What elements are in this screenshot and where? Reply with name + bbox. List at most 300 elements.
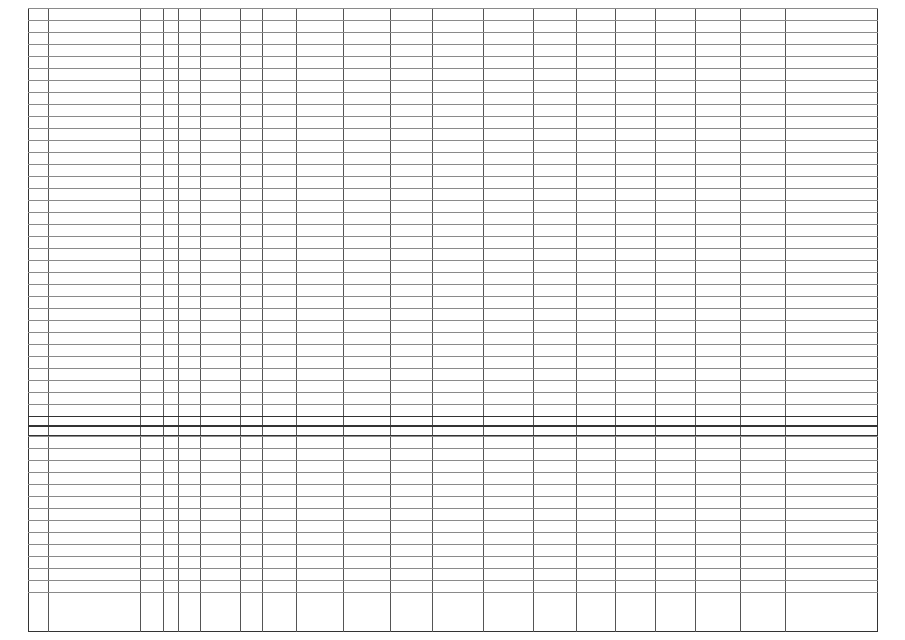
table-cell bbox=[179, 92, 198, 104]
table-cell bbox=[141, 448, 161, 460]
table-cell bbox=[164, 164, 176, 176]
table-cell bbox=[297, 8, 341, 20]
table-cell bbox=[141, 188, 161, 200]
table-cell bbox=[241, 248, 260, 260]
table-cell bbox=[164, 380, 176, 392]
table-cell bbox=[484, 68, 531, 80]
table-cell bbox=[263, 556, 294, 568]
table-cell bbox=[29, 380, 46, 392]
table-cell bbox=[484, 260, 531, 272]
table-cell bbox=[49, 448, 138, 460]
table-cell bbox=[577, 460, 613, 472]
table-cell bbox=[297, 80, 341, 92]
table-cell bbox=[696, 188, 738, 200]
table-cell bbox=[433, 140, 481, 152]
table-cell bbox=[179, 56, 198, 68]
table-cell bbox=[534, 80, 574, 92]
table-cell bbox=[616, 164, 653, 176]
table-cell bbox=[534, 484, 574, 496]
table-cell bbox=[241, 128, 260, 140]
table-cell bbox=[741, 152, 783, 164]
table-cell bbox=[263, 8, 294, 20]
table-cell bbox=[696, 44, 738, 56]
table-cell bbox=[656, 188, 693, 200]
table-cell bbox=[786, 200, 876, 212]
table-cell bbox=[484, 188, 531, 200]
table-cell bbox=[741, 520, 783, 532]
table-cell bbox=[484, 284, 531, 296]
table-cell bbox=[433, 472, 481, 484]
table-cell bbox=[786, 152, 876, 164]
table-cell bbox=[741, 568, 783, 580]
table-cell bbox=[656, 556, 693, 568]
table-cell bbox=[141, 164, 161, 176]
table-cell bbox=[263, 80, 294, 92]
table-cell bbox=[433, 368, 481, 380]
table-cell bbox=[29, 140, 46, 152]
table-cell bbox=[741, 140, 783, 152]
table-cell bbox=[433, 580, 481, 592]
table-cell bbox=[616, 80, 653, 92]
table-cell bbox=[786, 520, 876, 532]
table-cell bbox=[164, 284, 176, 296]
table-cell bbox=[484, 44, 531, 56]
table-cell bbox=[297, 532, 341, 544]
table-cell bbox=[49, 556, 138, 568]
table-cell bbox=[201, 520, 238, 532]
table-cell bbox=[577, 200, 613, 212]
table-cell bbox=[741, 496, 783, 508]
table-cell bbox=[484, 460, 531, 472]
table-cell bbox=[344, 20, 388, 32]
table-cell bbox=[616, 380, 653, 392]
table-cell bbox=[696, 212, 738, 224]
table-cell bbox=[433, 556, 481, 568]
table-cell bbox=[29, 448, 46, 460]
table-cell bbox=[656, 248, 693, 260]
table-cell bbox=[49, 224, 138, 236]
table-cell bbox=[179, 68, 198, 80]
table-cell bbox=[297, 448, 341, 460]
table-cell bbox=[241, 56, 260, 68]
table-cell bbox=[616, 116, 653, 128]
table-cell bbox=[433, 8, 481, 20]
table-cell bbox=[696, 344, 738, 356]
table-cell bbox=[344, 56, 388, 68]
table-cell bbox=[696, 580, 738, 592]
table-cell bbox=[534, 104, 574, 116]
table-cell bbox=[263, 200, 294, 212]
table-cell bbox=[696, 556, 738, 568]
table-cell bbox=[741, 260, 783, 272]
table-cell bbox=[201, 296, 238, 308]
table-cell bbox=[741, 164, 783, 176]
table-cell bbox=[344, 284, 388, 296]
table-cell bbox=[297, 592, 341, 604]
table-cell bbox=[696, 448, 738, 460]
table-cell bbox=[696, 404, 738, 416]
table-cell bbox=[164, 188, 176, 200]
table-cell bbox=[696, 460, 738, 472]
table-cell bbox=[164, 80, 176, 92]
table-cell bbox=[433, 272, 481, 284]
table-cell bbox=[484, 272, 531, 284]
table-cell bbox=[534, 544, 574, 556]
table-cell bbox=[49, 344, 138, 356]
table-cell bbox=[29, 520, 46, 532]
table-cell bbox=[141, 344, 161, 356]
table-cell bbox=[49, 104, 138, 116]
table-cell bbox=[656, 32, 693, 44]
table-cell bbox=[741, 248, 783, 260]
table-cell bbox=[786, 8, 876, 20]
table-cell bbox=[179, 188, 198, 200]
table-cell bbox=[656, 448, 693, 460]
table-cell bbox=[201, 532, 238, 544]
table-cell bbox=[786, 532, 876, 544]
table-cell bbox=[141, 580, 161, 592]
table-cell bbox=[201, 248, 238, 260]
table-cell bbox=[201, 92, 238, 104]
table-cell bbox=[49, 592, 138, 604]
table-cell bbox=[391, 448, 430, 460]
table-cell bbox=[49, 520, 138, 532]
table-cell bbox=[179, 104, 198, 116]
table-cell bbox=[141, 248, 161, 260]
table-cell bbox=[297, 44, 341, 56]
table-cell bbox=[484, 448, 531, 460]
table-cell bbox=[49, 44, 138, 56]
table-cell bbox=[484, 472, 531, 484]
table-cell bbox=[534, 332, 574, 344]
table-cell bbox=[344, 212, 388, 224]
table-cell bbox=[179, 260, 198, 272]
table-cell bbox=[696, 104, 738, 116]
table-cell bbox=[29, 580, 46, 592]
table-cell bbox=[297, 568, 341, 580]
table-cell bbox=[433, 248, 481, 260]
summary-row bbox=[28, 416, 878, 426]
table-cell bbox=[534, 140, 574, 152]
table-cell bbox=[297, 32, 341, 44]
table-cell bbox=[741, 68, 783, 80]
table-cell bbox=[344, 332, 388, 344]
table-cell bbox=[616, 236, 653, 248]
table-cell bbox=[534, 308, 574, 320]
table-cell bbox=[241, 436, 260, 448]
table-cell bbox=[391, 236, 430, 248]
table-cell bbox=[141, 104, 161, 116]
table-cell bbox=[179, 496, 198, 508]
table-cell bbox=[616, 92, 653, 104]
table-cell bbox=[433, 128, 481, 140]
table-cell bbox=[179, 460, 198, 472]
table-cell bbox=[433, 532, 481, 544]
table-cell bbox=[201, 140, 238, 152]
table-cell bbox=[534, 236, 574, 248]
table-cell bbox=[786, 460, 876, 472]
table-cell bbox=[433, 320, 481, 332]
table-cell bbox=[616, 368, 653, 380]
table-cell bbox=[577, 248, 613, 260]
table-cell bbox=[696, 496, 738, 508]
table-cell bbox=[263, 580, 294, 592]
table-cell bbox=[29, 188, 46, 200]
table-cell bbox=[29, 44, 46, 56]
table-cell bbox=[577, 448, 613, 460]
table-cell bbox=[49, 56, 138, 68]
table-cell bbox=[164, 248, 176, 260]
table-cell bbox=[741, 20, 783, 32]
table-cell bbox=[344, 508, 388, 520]
table-cell bbox=[263, 436, 294, 448]
table-cell bbox=[696, 20, 738, 32]
table-cell bbox=[696, 56, 738, 68]
table-cell bbox=[297, 496, 341, 508]
table-cell bbox=[616, 272, 653, 284]
table-cell bbox=[656, 296, 693, 308]
table-cell bbox=[164, 508, 176, 520]
table-cell bbox=[179, 568, 198, 580]
table-cell bbox=[29, 496, 46, 508]
table-cell bbox=[263, 368, 294, 380]
table-cell bbox=[141, 532, 161, 544]
table-cell bbox=[391, 224, 430, 236]
table-cell bbox=[141, 556, 161, 568]
table-cell bbox=[786, 568, 876, 580]
table-cell bbox=[241, 116, 260, 128]
table-cell bbox=[179, 404, 198, 416]
table-cell bbox=[241, 380, 260, 392]
table-cell bbox=[241, 296, 260, 308]
table-cell bbox=[741, 332, 783, 344]
table-cell bbox=[164, 128, 176, 140]
table-cell bbox=[786, 556, 876, 568]
table-cell bbox=[577, 20, 613, 32]
table-cell bbox=[164, 472, 176, 484]
table-cell bbox=[656, 164, 693, 176]
table-cell bbox=[179, 32, 198, 44]
table-cell bbox=[391, 580, 430, 592]
table-cell bbox=[696, 520, 738, 532]
table-cell bbox=[297, 224, 341, 236]
table-cell bbox=[263, 248, 294, 260]
table-cell bbox=[29, 212, 46, 224]
table-cell bbox=[141, 68, 161, 80]
table-cell bbox=[577, 592, 613, 604]
table-cell bbox=[433, 212, 481, 224]
table-cell bbox=[241, 104, 260, 116]
table-cell bbox=[786, 104, 876, 116]
table-cell bbox=[241, 460, 260, 472]
table-cell bbox=[164, 320, 176, 332]
table-cell bbox=[49, 188, 138, 200]
table-cell bbox=[786, 164, 876, 176]
table-cell bbox=[484, 164, 531, 176]
table-cell bbox=[433, 200, 481, 212]
table-cell bbox=[616, 496, 653, 508]
table-cell bbox=[344, 8, 388, 20]
table-cell bbox=[656, 260, 693, 272]
table-cell bbox=[297, 104, 341, 116]
table-cell bbox=[656, 152, 693, 164]
table-cell bbox=[297, 436, 341, 448]
table-cell bbox=[484, 152, 531, 164]
table-cell bbox=[616, 356, 653, 368]
table-cell bbox=[241, 496, 260, 508]
table-cell bbox=[577, 580, 613, 592]
table-cell bbox=[29, 296, 46, 308]
table-cell bbox=[49, 392, 138, 404]
table-cell bbox=[201, 116, 238, 128]
table-cell bbox=[577, 508, 613, 520]
table-cell bbox=[241, 32, 260, 44]
table-cell bbox=[201, 392, 238, 404]
table-cell bbox=[433, 380, 481, 392]
table-cell bbox=[484, 104, 531, 116]
table-cell bbox=[741, 32, 783, 44]
table-cell bbox=[201, 32, 238, 44]
table-cell bbox=[179, 368, 198, 380]
table-cell bbox=[179, 320, 198, 332]
table-cell bbox=[577, 272, 613, 284]
table-cell bbox=[696, 332, 738, 344]
table-cell bbox=[656, 344, 693, 356]
table-cell bbox=[344, 272, 388, 284]
table-cell bbox=[656, 20, 693, 32]
table-cell bbox=[241, 152, 260, 164]
table-cell bbox=[179, 80, 198, 92]
table-cell bbox=[141, 296, 161, 308]
table-cell bbox=[577, 56, 613, 68]
table-cell bbox=[263, 296, 294, 308]
table-cell bbox=[263, 568, 294, 580]
table-cell bbox=[263, 344, 294, 356]
table-cell bbox=[164, 532, 176, 544]
table-cell bbox=[484, 344, 531, 356]
table-cell bbox=[29, 164, 46, 176]
table-cell bbox=[49, 116, 138, 128]
table-cell bbox=[656, 592, 693, 604]
table-cell bbox=[297, 128, 341, 140]
table-cell bbox=[179, 248, 198, 260]
table-cell bbox=[696, 68, 738, 80]
table-cell bbox=[577, 472, 613, 484]
table-cell bbox=[263, 116, 294, 128]
table-cell bbox=[164, 460, 176, 472]
table-cell bbox=[49, 380, 138, 392]
table-cell bbox=[391, 368, 430, 380]
table-cell bbox=[534, 296, 574, 308]
table-cell bbox=[577, 520, 613, 532]
table-cell bbox=[741, 224, 783, 236]
table-cell bbox=[141, 472, 161, 484]
table-cell bbox=[164, 404, 176, 416]
table-cell bbox=[391, 460, 430, 472]
table-cell bbox=[201, 56, 238, 68]
table-cell bbox=[164, 44, 176, 56]
table-cell bbox=[297, 296, 341, 308]
table-cell bbox=[433, 568, 481, 580]
table-cell bbox=[141, 356, 161, 368]
table-cell bbox=[786, 284, 876, 296]
table-cell bbox=[656, 380, 693, 392]
table-cell bbox=[786, 92, 876, 104]
table-cell bbox=[391, 392, 430, 404]
table-cell bbox=[484, 508, 531, 520]
table-cell bbox=[297, 20, 341, 32]
table-cell bbox=[29, 8, 46, 20]
table-cell bbox=[241, 44, 260, 56]
table-cell bbox=[297, 332, 341, 344]
table-cell bbox=[391, 56, 430, 68]
table-cell bbox=[344, 472, 388, 484]
table-cell bbox=[656, 568, 693, 580]
table-cell bbox=[297, 460, 341, 472]
table-cell bbox=[141, 8, 161, 20]
table-cell bbox=[141, 544, 161, 556]
table-cell bbox=[263, 496, 294, 508]
table-cell bbox=[656, 212, 693, 224]
table-cell bbox=[241, 68, 260, 80]
table-cell bbox=[786, 188, 876, 200]
table-cell bbox=[179, 356, 198, 368]
table-cell bbox=[696, 140, 738, 152]
table-cell bbox=[29, 200, 46, 212]
table-cell bbox=[391, 152, 430, 164]
table-cell bbox=[786, 236, 876, 248]
table-cell bbox=[534, 20, 574, 32]
table-cell bbox=[141, 176, 161, 188]
table-cell bbox=[344, 568, 388, 580]
table-cell bbox=[786, 436, 876, 448]
table-cell bbox=[344, 580, 388, 592]
table-cell bbox=[179, 212, 198, 224]
table-cell bbox=[433, 92, 481, 104]
table-cell bbox=[577, 392, 613, 404]
table-cell bbox=[179, 556, 198, 568]
table-cell bbox=[179, 380, 198, 392]
table-cell bbox=[241, 368, 260, 380]
table-cell bbox=[433, 104, 481, 116]
table-cell bbox=[696, 532, 738, 544]
table-cell bbox=[391, 380, 430, 392]
table-cell bbox=[391, 92, 430, 104]
table-cell bbox=[263, 188, 294, 200]
table-cell bbox=[344, 544, 388, 556]
table-cell bbox=[49, 296, 138, 308]
table-cell bbox=[297, 320, 341, 332]
table-cell bbox=[534, 8, 574, 20]
table-cell bbox=[49, 152, 138, 164]
table-cell bbox=[696, 356, 738, 368]
table-cell bbox=[297, 484, 341, 496]
table-cell bbox=[263, 392, 294, 404]
table-cell bbox=[29, 332, 46, 344]
table-cell bbox=[201, 556, 238, 568]
table-cell bbox=[786, 296, 876, 308]
table-cell bbox=[741, 296, 783, 308]
table-cell bbox=[141, 308, 161, 320]
table-cell bbox=[201, 320, 238, 332]
table-cell bbox=[616, 284, 653, 296]
table-cell bbox=[201, 212, 238, 224]
table-cell bbox=[49, 272, 138, 284]
table-cell bbox=[263, 592, 294, 604]
table-cell bbox=[616, 224, 653, 236]
table-cell bbox=[49, 164, 138, 176]
table-cell bbox=[49, 200, 138, 212]
